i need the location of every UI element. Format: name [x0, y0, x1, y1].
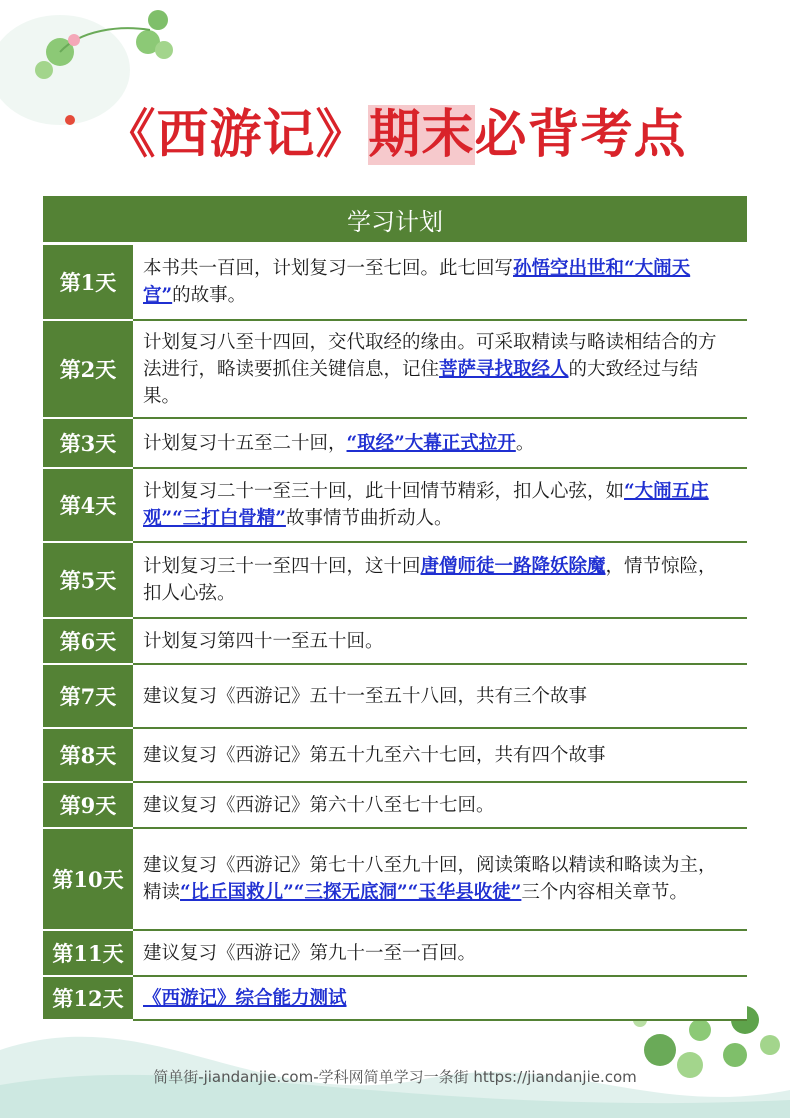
table-row	[43, 619, 747, 665]
title-area	[0, 92, 790, 178]
table-row	[43, 469, 747, 543]
day-label: 第8天	[43, 729, 133, 783]
day-content	[133, 783, 747, 827]
highlight-link[interactable]: “大闹五庄观”“三打白骨精”	[143, 481, 709, 529]
day-label: 第10天	[43, 829, 133, 931]
day-content	[133, 469, 747, 541]
day-label: 第3天	[43, 419, 133, 469]
page-title	[103, 92, 686, 178]
day-content	[133, 931, 747, 975]
title-part-highlight: 期末	[368, 105, 475, 165]
day-content	[133, 321, 747, 417]
table-row	[43, 931, 747, 977]
table-row	[43, 783, 747, 829]
day-content	[133, 665, 747, 727]
day-label: 第9天	[43, 783, 133, 829]
highlight-link[interactable]: “取经”大幕正式拉开	[346, 432, 516, 454]
table-row	[43, 245, 747, 321]
content-text: 故事情节曲折动人。	[285, 508, 453, 529]
content-text: ，情节惊险，扣人心弦。	[143, 556, 717, 604]
content-text: 。	[515, 432, 535, 454]
day-content	[133, 729, 747, 781]
table-row	[43, 729, 747, 783]
table-row	[43, 419, 747, 469]
highlight-link[interactable]: 菩萨寻找取经人	[439, 358, 569, 380]
content-text: 建议复习《西游记》第九十一至一百回。	[143, 942, 477, 964]
table-row	[43, 321, 747, 419]
day-label: 第7天	[43, 665, 133, 729]
content-text: 计划复习第四十一至五十回。	[143, 630, 384, 652]
table-row	[43, 829, 747, 931]
day-label: 第11天	[43, 931, 133, 977]
table-header	[43, 196, 747, 245]
day-content	[133, 543, 747, 617]
day-content	[133, 245, 747, 319]
title-part-book: 《西游记》	[103, 105, 369, 165]
content-text: 本书共一百回，计划复习一至七回。此七回写	[143, 258, 514, 279]
day-label: 第12天	[43, 977, 133, 1021]
day-label: 第5天	[43, 543, 133, 619]
study-plan-table	[43, 196, 747, 1021]
content-text: 计划复习二十一至三十回，此十回情节精彩，扣人心弦，如	[143, 481, 625, 502]
highlight-link[interactable]: 唐僧师徒一路降妖除魔	[420, 556, 606, 577]
day-label: 第1天	[43, 245, 133, 321]
day-content	[133, 977, 747, 1019]
content-text: 计划复习十五至二十回，	[143, 432, 347, 454]
footer-text: 简单街-jiandanjie.com-学科网简单学习一条街 https://jiandanjie.com	[153, 1068, 637, 1086]
content-text: 建议复习《西游记》第六十八至七十七回。	[143, 794, 495, 816]
table-header-label: 学习计划	[347, 207, 443, 236]
content-text: 建议复习《西游记》第五十九至六十七回，共有四个故事	[143, 744, 606, 766]
table-body	[43, 245, 747, 1021]
content-text: 计划复习八至十四回，交代取经的缘由。可采取精读与略读相结合的方法进行，略读要抓住关键信息，记住	[143, 331, 717, 380]
table-row	[43, 977, 747, 1021]
table-row	[43, 543, 747, 619]
highlight-link[interactable]: 《西游记》综合能力测试	[143, 987, 347, 1009]
content-text: 计划复习三十一至四十回，这十回	[143, 556, 421, 577]
highlight-link[interactable]: “比丘国救儿”“三探无底洞”“玉华县收徒”	[180, 882, 522, 903]
content-text: 三个内容相关章节。	[521, 882, 688, 903]
highlight-link[interactable]: 孙悟空出世和“大闹天宫”	[143, 258, 691, 306]
content-text: 的故事。	[172, 285, 247, 306]
day-label: 第2天	[43, 321, 133, 419]
content-text: 建议复习《西游记》五十一至五十八回，共有三个故事	[143, 685, 588, 707]
content-text: 的大致经过与结果。	[143, 358, 699, 407]
day-content	[133, 829, 747, 929]
day-label: 第6天	[43, 619, 133, 665]
day-content	[133, 419, 747, 467]
content-text: 建议复习《西游记》第七十八至九十回，阅读策略以精读和略读为主，精读	[143, 855, 717, 903]
title-part-rest: 必背考点	[474, 105, 687, 165]
day-content	[133, 619, 747, 663]
table-row	[43, 665, 747, 729]
day-label: 第4天	[43, 469, 133, 543]
